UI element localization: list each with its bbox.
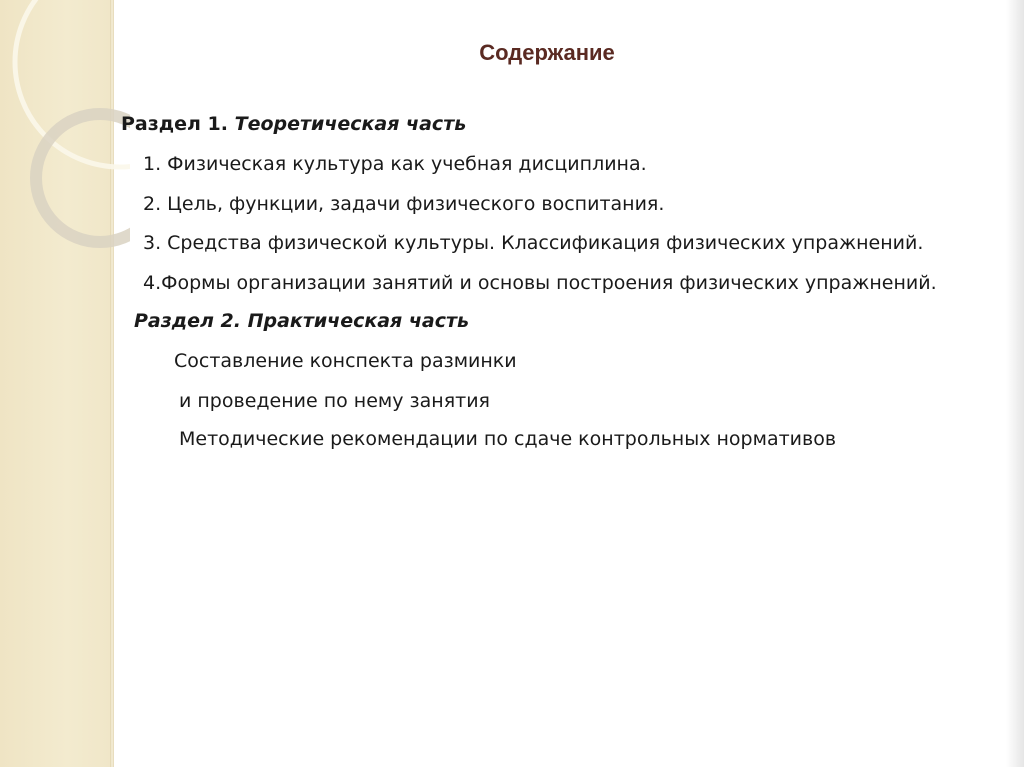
- list-item: 2. Цель, функции, задачи физического воспитания.: [143, 193, 665, 215]
- section-1-name: Теоретическая часть: [234, 113, 467, 135]
- decorative-circles: [0, 0, 130, 260]
- list-item: Методические рекомендации по сдаче контрольных нормативов: [179, 428, 837, 450]
- list-item: и проведение по нему занятия: [179, 390, 490, 412]
- slide-right-shadow: [1006, 0, 1024, 767]
- section-1-heading: [121, 113, 466, 135]
- section-1-prefix: Раздел 1.: [121, 113, 228, 135]
- list-item: 4.Формы организации занятий и основы построения физических упражнений.: [143, 272, 937, 294]
- page-title: Содержание: [479, 40, 615, 65]
- list-item: Составление конспекта разминки: [174, 350, 517, 372]
- list-item: 1. Физическая культура как учебная дисциплина.: [143, 153, 647, 175]
- section-2-heading: Раздел 2. Практическая часть: [134, 310, 470, 332]
- list-item: 3. Средства физической культуры. Классификация физических упражнений.: [143, 232, 924, 254]
